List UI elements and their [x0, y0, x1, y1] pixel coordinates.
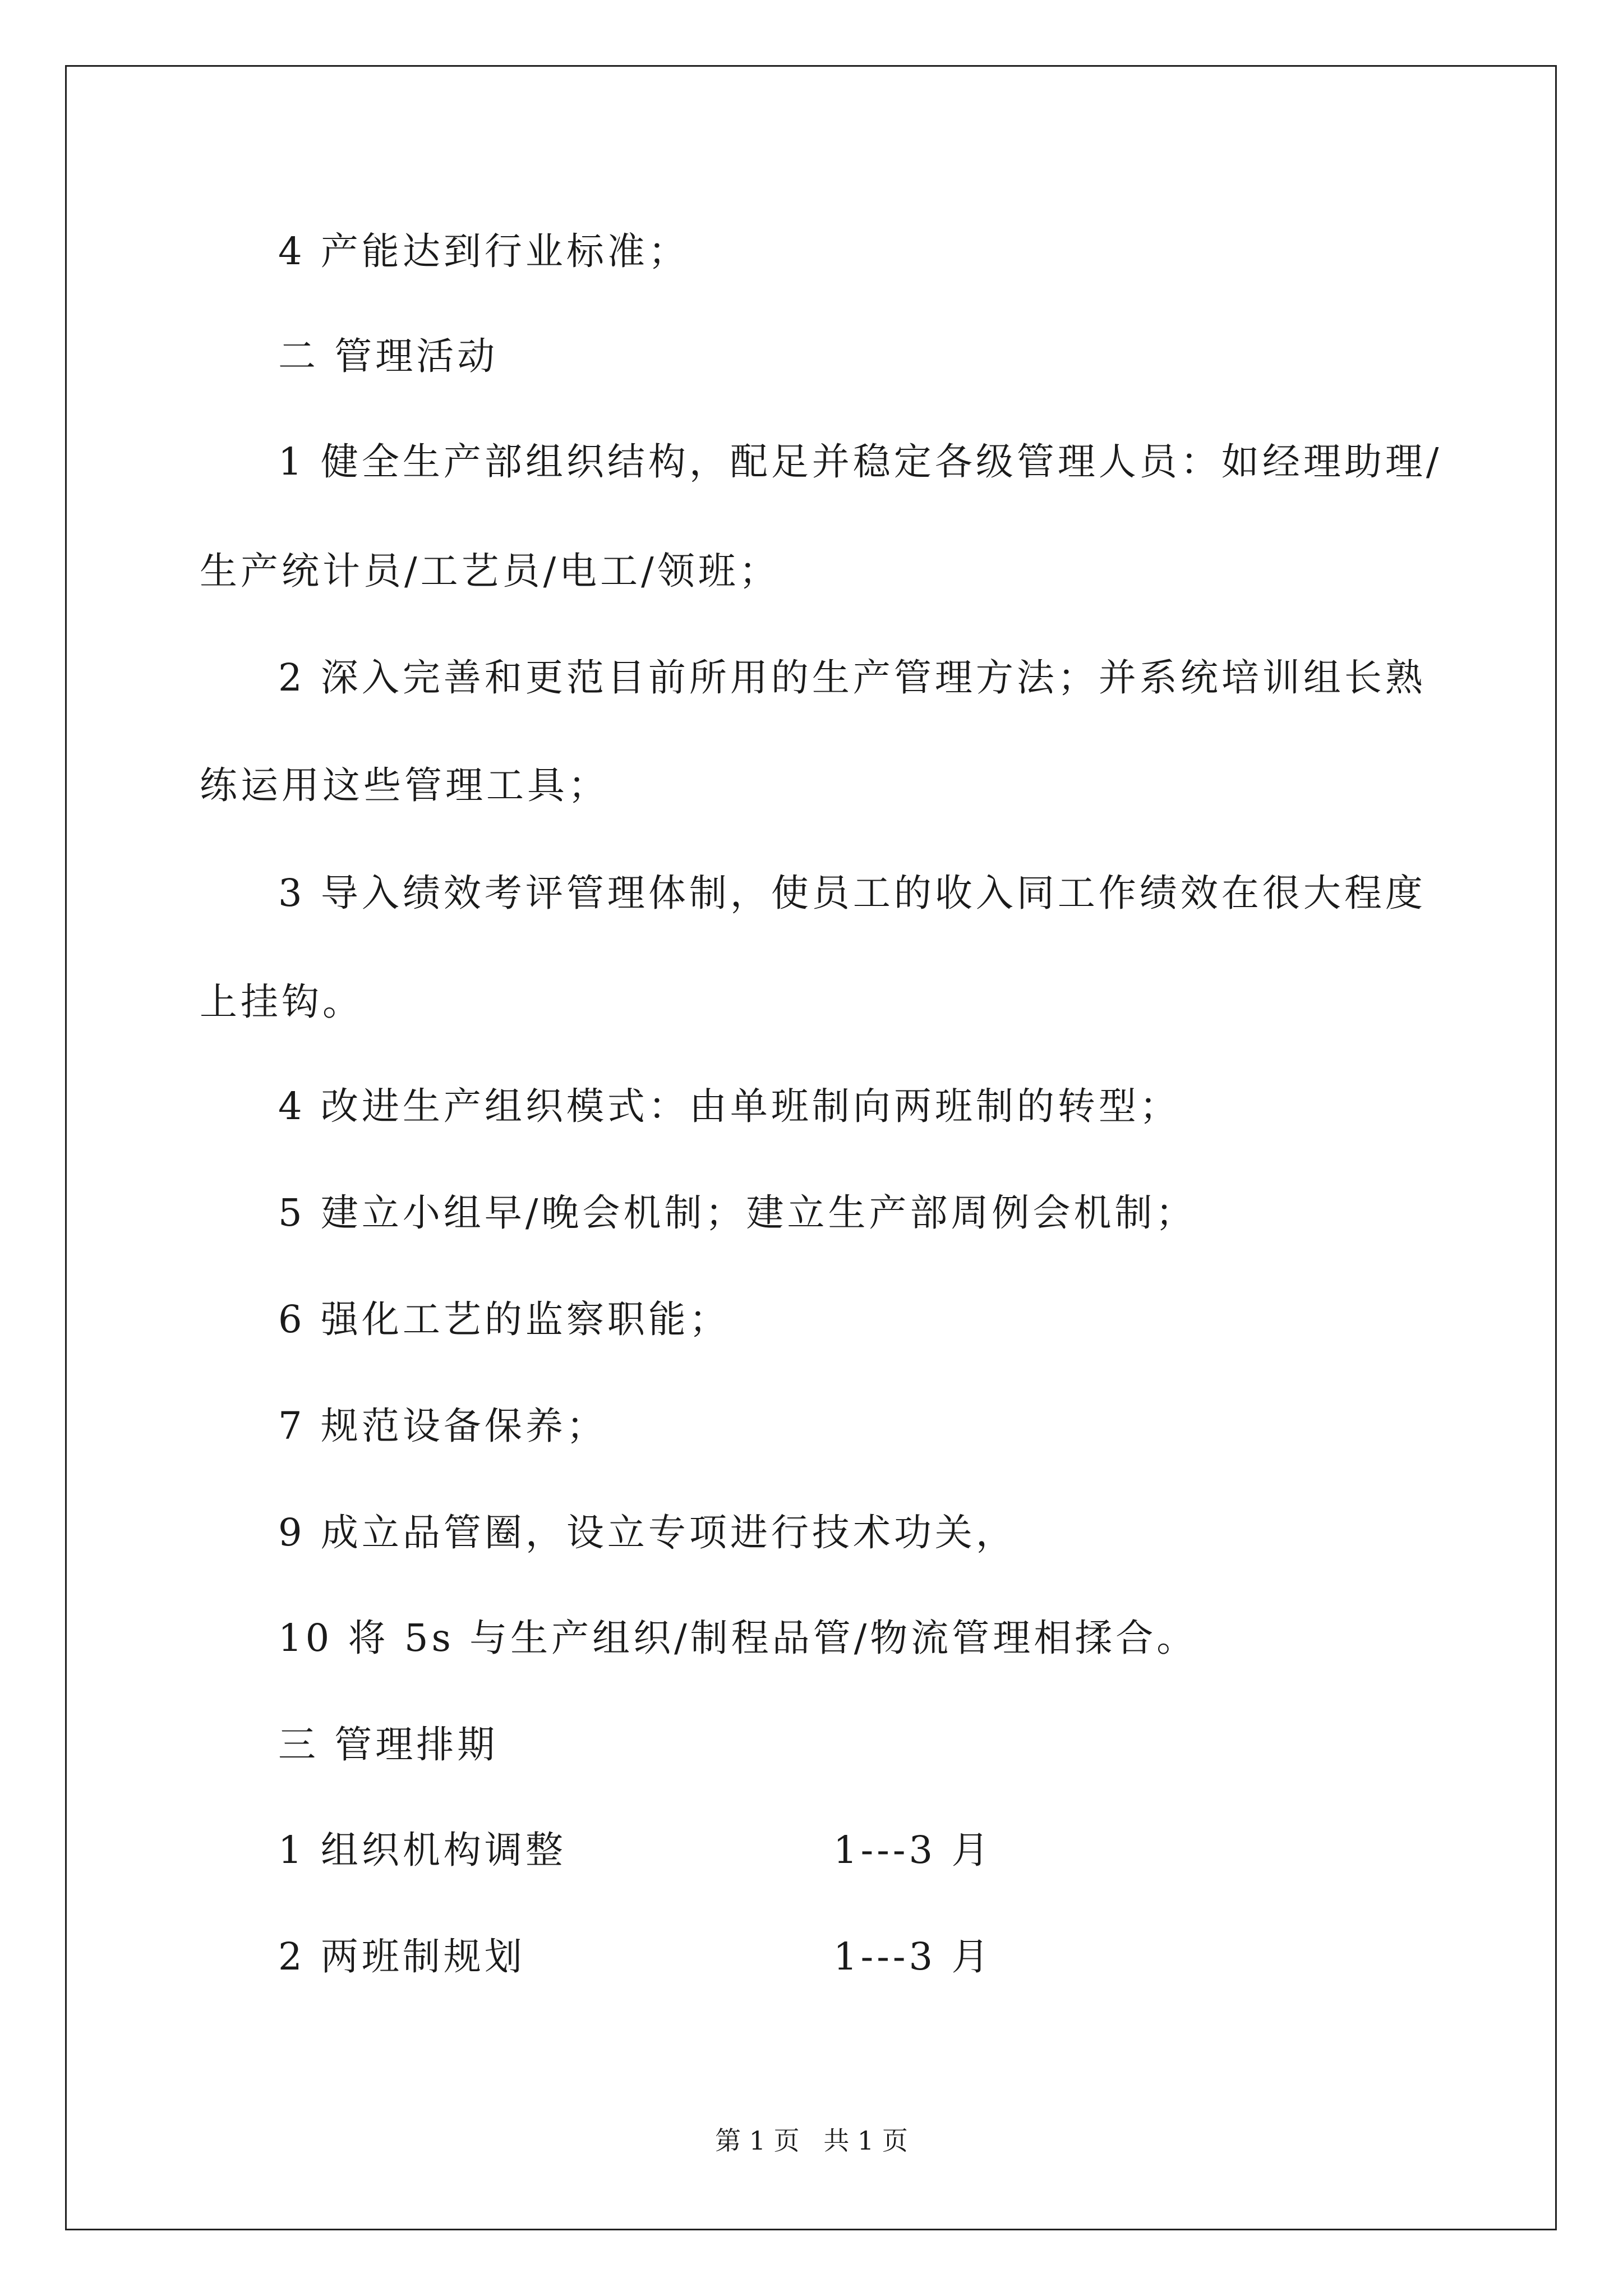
text-line: 5 建立小组早/晚会机制；建立生产部周例会机制； — [278, 1191, 1197, 1235]
text-line: 4 产能达到行业标准； — [278, 229, 689, 273]
page-number-total: 共 1 页 — [823, 2125, 908, 2156]
page-footer — [0, 2125, 1623, 2156]
schedule-period: 1---3 月 — [833, 1935, 993, 1978]
text-line: 2 深入完善和更范目前所用的生产管理方法；并系统培训组长熟 — [278, 656, 1426, 700]
text-line: 1 健全生产部组织结构，配足并稳定各级管理人员：如经理助理/ — [278, 440, 1442, 484]
text-line: 生产统计员/工艺员/电工/领班； — [200, 549, 780, 593]
schedule-item: 2 两班制规划 — [278, 1935, 525, 1978]
text-line: 6 强化工艺的监察职能； — [278, 1297, 730, 1341]
text-line: 9 成立品管圈，设立专项进行技术功关， — [278, 1511, 1017, 1554]
text-line: 3 导入绩效考评管理体制，使员工的收入同工作绩效在很大程度 — [278, 871, 1426, 915]
text-line: 7 规范设备保养； — [278, 1404, 607, 1448]
schedule-item: 1 组织机构调整 — [278, 1828, 566, 1872]
text-line: 4 改进生产组织模式：由单班制向两班制的转型； — [278, 1084, 1181, 1128]
section-heading: 二 管理活动 — [278, 334, 499, 378]
text-line: 上挂钩。 — [200, 980, 363, 1024]
text-line: 练运用这些管理工具； — [200, 763, 609, 807]
schedule-period: 1---3 月 — [833, 1828, 993, 1872]
page-border — [65, 65, 1557, 2230]
page-number-current: 第 1 页 — [715, 2125, 800, 2156]
section-heading: 三 管理排期 — [278, 1723, 499, 1766]
text-line: 10 将 5s 与生产组织/制程品管/物流管理相揉合。 — [278, 1616, 1198, 1660]
